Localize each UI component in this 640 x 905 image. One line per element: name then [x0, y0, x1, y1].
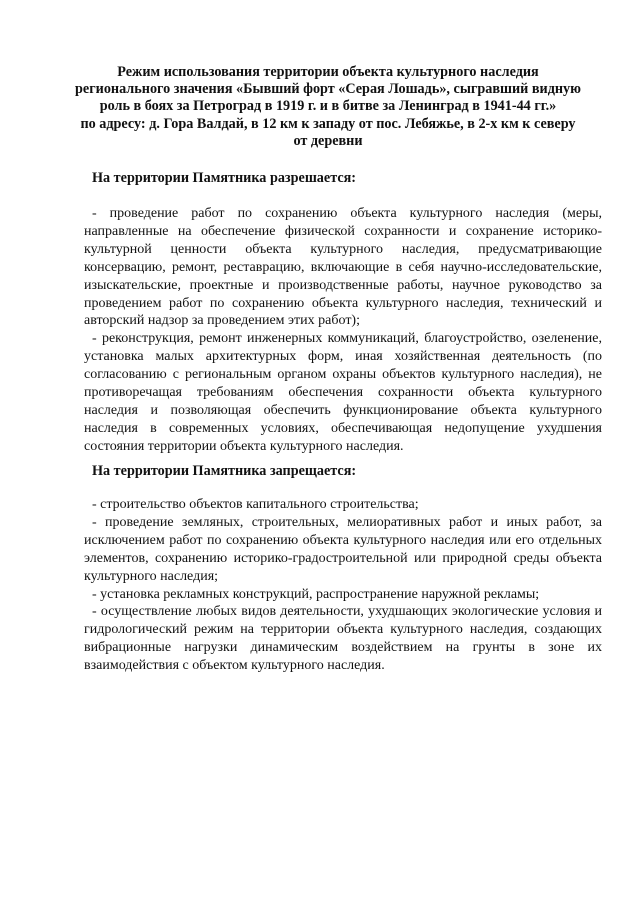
- allowed-heading: На территории Памятника разрешается:: [92, 170, 357, 186]
- forbidden-item: - проведение земляных, строительных, мелиоративных работ и иных работ, за исключением работ по сохранению объекта культурного наследия или его отдельных элементов, сохранению историко-градостроительной или природной среды объекта культурного наследия;: [84, 514, 602, 584]
- forbidden-heading: На территории Памятника запрещается:: [92, 463, 357, 479]
- title-line: Режим использования территории объекта культурного наследия: [117, 64, 539, 80]
- forbidden-item: - строительство объектов капитального строительства;: [92, 497, 419, 512]
- title-line: по адресу: д. Гора Валдай, в 12 км к западу от пос. Лебяжье, в 2-х км к северу: [80, 115, 576, 132]
- title-line: роль в боях за Петроград в 1919 г. и в битве за Ленинград в 1941-44 гг.»: [99, 98, 557, 115]
- allowed-list: [84, 205, 602, 456]
- title-line: регионального значения «Бывший форт «Серая Лошадь», сыгравший видную: [75, 81, 581, 98]
- forbidden-item: - установка рекламных конструкций, распространение наружной рекламы;: [92, 586, 540, 602]
- document-title: [58, 64, 598, 150]
- forbidden-item: - осуществление любых видов деятельности, ухудшающих экологические условия и гидрологический режим на территории объекта культурного наследия, создающих вибрационные нагрузки динамическим воздействием на грунты в зоне их взаимодействия с объектом культурного наследия.: [84, 604, 602, 674]
- allowed-item: - проведение работ по сохранению объекта культурного наследия (меры, направленные на обеспечение физической сохранности и сохранение историко-культурной ценности объекта культурного наследия, предусматривающие консервацию, ремонт, реставрацию, включающие в себя научно-исследовательские, изыскательские, проектные и производственные работы, научное руководство за проведением работ по сохранению объекта культурного наследия, технический и авторский надзор за проведением этих работ);: [84, 206, 602, 329]
- title-line: от деревни: [293, 132, 363, 149]
- allowed-item: - реконструкция, ремонт инженерных коммуникаций, благоустройство, озеленение, установка малых архитектурных форм, иная хозяйственная деятельность (по согласованию с региональным органом охраны объектов культурного наследия), не противоречащая требованиям обеспечения сохранности объекта культурного наследия и позволяющая обеспечить функционирование объекта культурного наследия в современных условиях, обеспечивающая недопущение ухудшения состояния территории объекта культурного наследия.: [84, 331, 602, 454]
- forbidden-list: [84, 496, 602, 675]
